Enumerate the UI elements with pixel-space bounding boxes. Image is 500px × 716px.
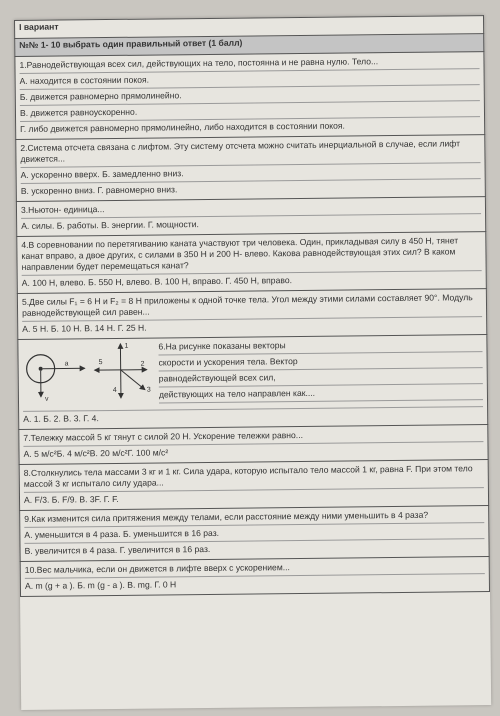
vector-figure <box>22 340 159 411</box>
question-5-answers: А. 5 Н. Б. 10 Н. В. 14 Н. Г. 25 Н. <box>22 322 147 334</box>
question-1-answer-c: В. движется равноускоренно. <box>20 101 480 122</box>
label-1: 1 <box>124 342 129 350</box>
variant-title: I вариант <box>15 16 484 39</box>
question-3-answers: А. силы. Б. работы. В. энергии. Г. мощности. <box>21 219 199 231</box>
label-v: v <box>44 395 49 403</box>
question-1 <box>15 52 485 140</box>
question-5-text: 5.Две силы F₁ = 6 Н и F₂ = 8 Н приложены к одной точке тела. Угол между этими силами составляет 90°. Модуль равнодействующей сил равен... <box>22 290 482 322</box>
direction-3-arrow <box>121 370 145 390</box>
question-4-text: 4.В соревновании по перетягиванию каната участвуют три человека. Один, прикладывая силу в 450 Н, тянет канат вправо, а двое других, с силами в 350 Н и 200 Н- влево. Какова равнодействующая этих сил? В каком направлении будет перемещаться канат? <box>21 233 481 276</box>
label-4: 4 <box>112 386 117 394</box>
instruction-header: №№ 1- 10 выбрать один правильный ответ (1 балл) <box>15 34 484 57</box>
question-8 <box>19 460 488 511</box>
question-6 <box>18 335 488 430</box>
question-8-answers: А. F/3. Б. F/9. В. 3F. Г. F. <box>23 493 119 505</box>
label-a: a <box>64 360 69 368</box>
question-6-text-2: скорости и ускорения тела. Вектор <box>159 352 483 371</box>
question-6-text-1: 6.На рисунке показаны векторы <box>158 336 482 355</box>
question-10 <box>20 557 489 597</box>
question-6-text-4: действующих на тело направлен как.... <box>159 384 483 403</box>
question-1-answer-a: А. находится в состоянии покоя. <box>20 69 480 90</box>
question-6-text-3: равнодействующей всех сил, <box>159 368 483 387</box>
question-8-text: 8.Столкнулись тела массами 3 кг и 1 кг. Сила удара, которую испытало тело массой 1 кг, равна F. При этом тело массой 3 кг испытало силу удара... <box>24 461 484 493</box>
label-2: 2 <box>140 360 145 368</box>
question-9-answers-cd: В. увеличится в 4 раза. Г. увеличится в 16 раз. <box>24 543 211 556</box>
question-1-answer-d: Г. либо движется равномерно прямолинейно, либо находится в состоянии покоя. <box>20 120 345 134</box>
question-10-text: 10.Вес мальчика, если он движется в лифте вверх с ускорением... <box>25 558 485 579</box>
vector-diagram <box>22 340 159 411</box>
question-2-text: 2.Система отсчета связана с лифтом. Эту систему отсчета можно считать инерциальной в случае, если лифт движется... <box>20 136 480 168</box>
question-9-answers-ab: А. уменьшится в 4 раза. Б. уменьшится в 16 раз. <box>24 523 484 544</box>
question-7-answers: А. 5 м/с²Б. 4 м/с²В. 20 м/с²Г. 100 м/с² <box>23 447 169 459</box>
question-1-text: 1.Равнодействующая всех сил, действующих на тело, постоянна и не равна нулю. Тело... <box>19 53 479 74</box>
question-6-answers: А. 1. Б. 2. В. 3. Г. 4. <box>23 406 483 427</box>
question-4-answers: А. 100 Н, влево. Б. 550 Н, влево. В. 100 Н, вправо. Г. 450 Н, вправо. <box>21 275 293 288</box>
worksheet <box>14 15 491 710</box>
question-4 <box>17 232 487 294</box>
question-1-answer-b: Б. движется равномерно прямолинейно. <box>20 85 480 106</box>
question-10-answers: А. m (g + a ). Б. m (g - a ). В. mg. Г. 0 Н <box>24 579 177 591</box>
body-point <box>39 367 43 371</box>
quiz-table <box>14 15 490 597</box>
question-9-text: 9.Как изменится сила притяжения между телами, если расстояние между ними уменьшить в 4 раза? <box>24 507 484 528</box>
question-2-answers-ab: А. ускоренно вверх. Б. замедленно вниз. <box>21 163 481 184</box>
question-9 <box>20 506 490 562</box>
label-3: 3 <box>146 386 151 394</box>
label-5: 5 <box>98 359 103 367</box>
question-7 <box>19 425 488 465</box>
question-7-text: 7.Тележку массой 5 кг тянут с силой 20 Н. Ускорение тележки равно... <box>23 426 483 447</box>
question-2 <box>16 135 486 202</box>
question-2-answers-cd: В. ускоренно вниз. Г. равномерно вниз. <box>20 184 178 196</box>
question-3 <box>16 197 485 237</box>
question-3-text: 3.Ньютон- единица... <box>21 198 481 219</box>
question-5 <box>17 289 486 340</box>
